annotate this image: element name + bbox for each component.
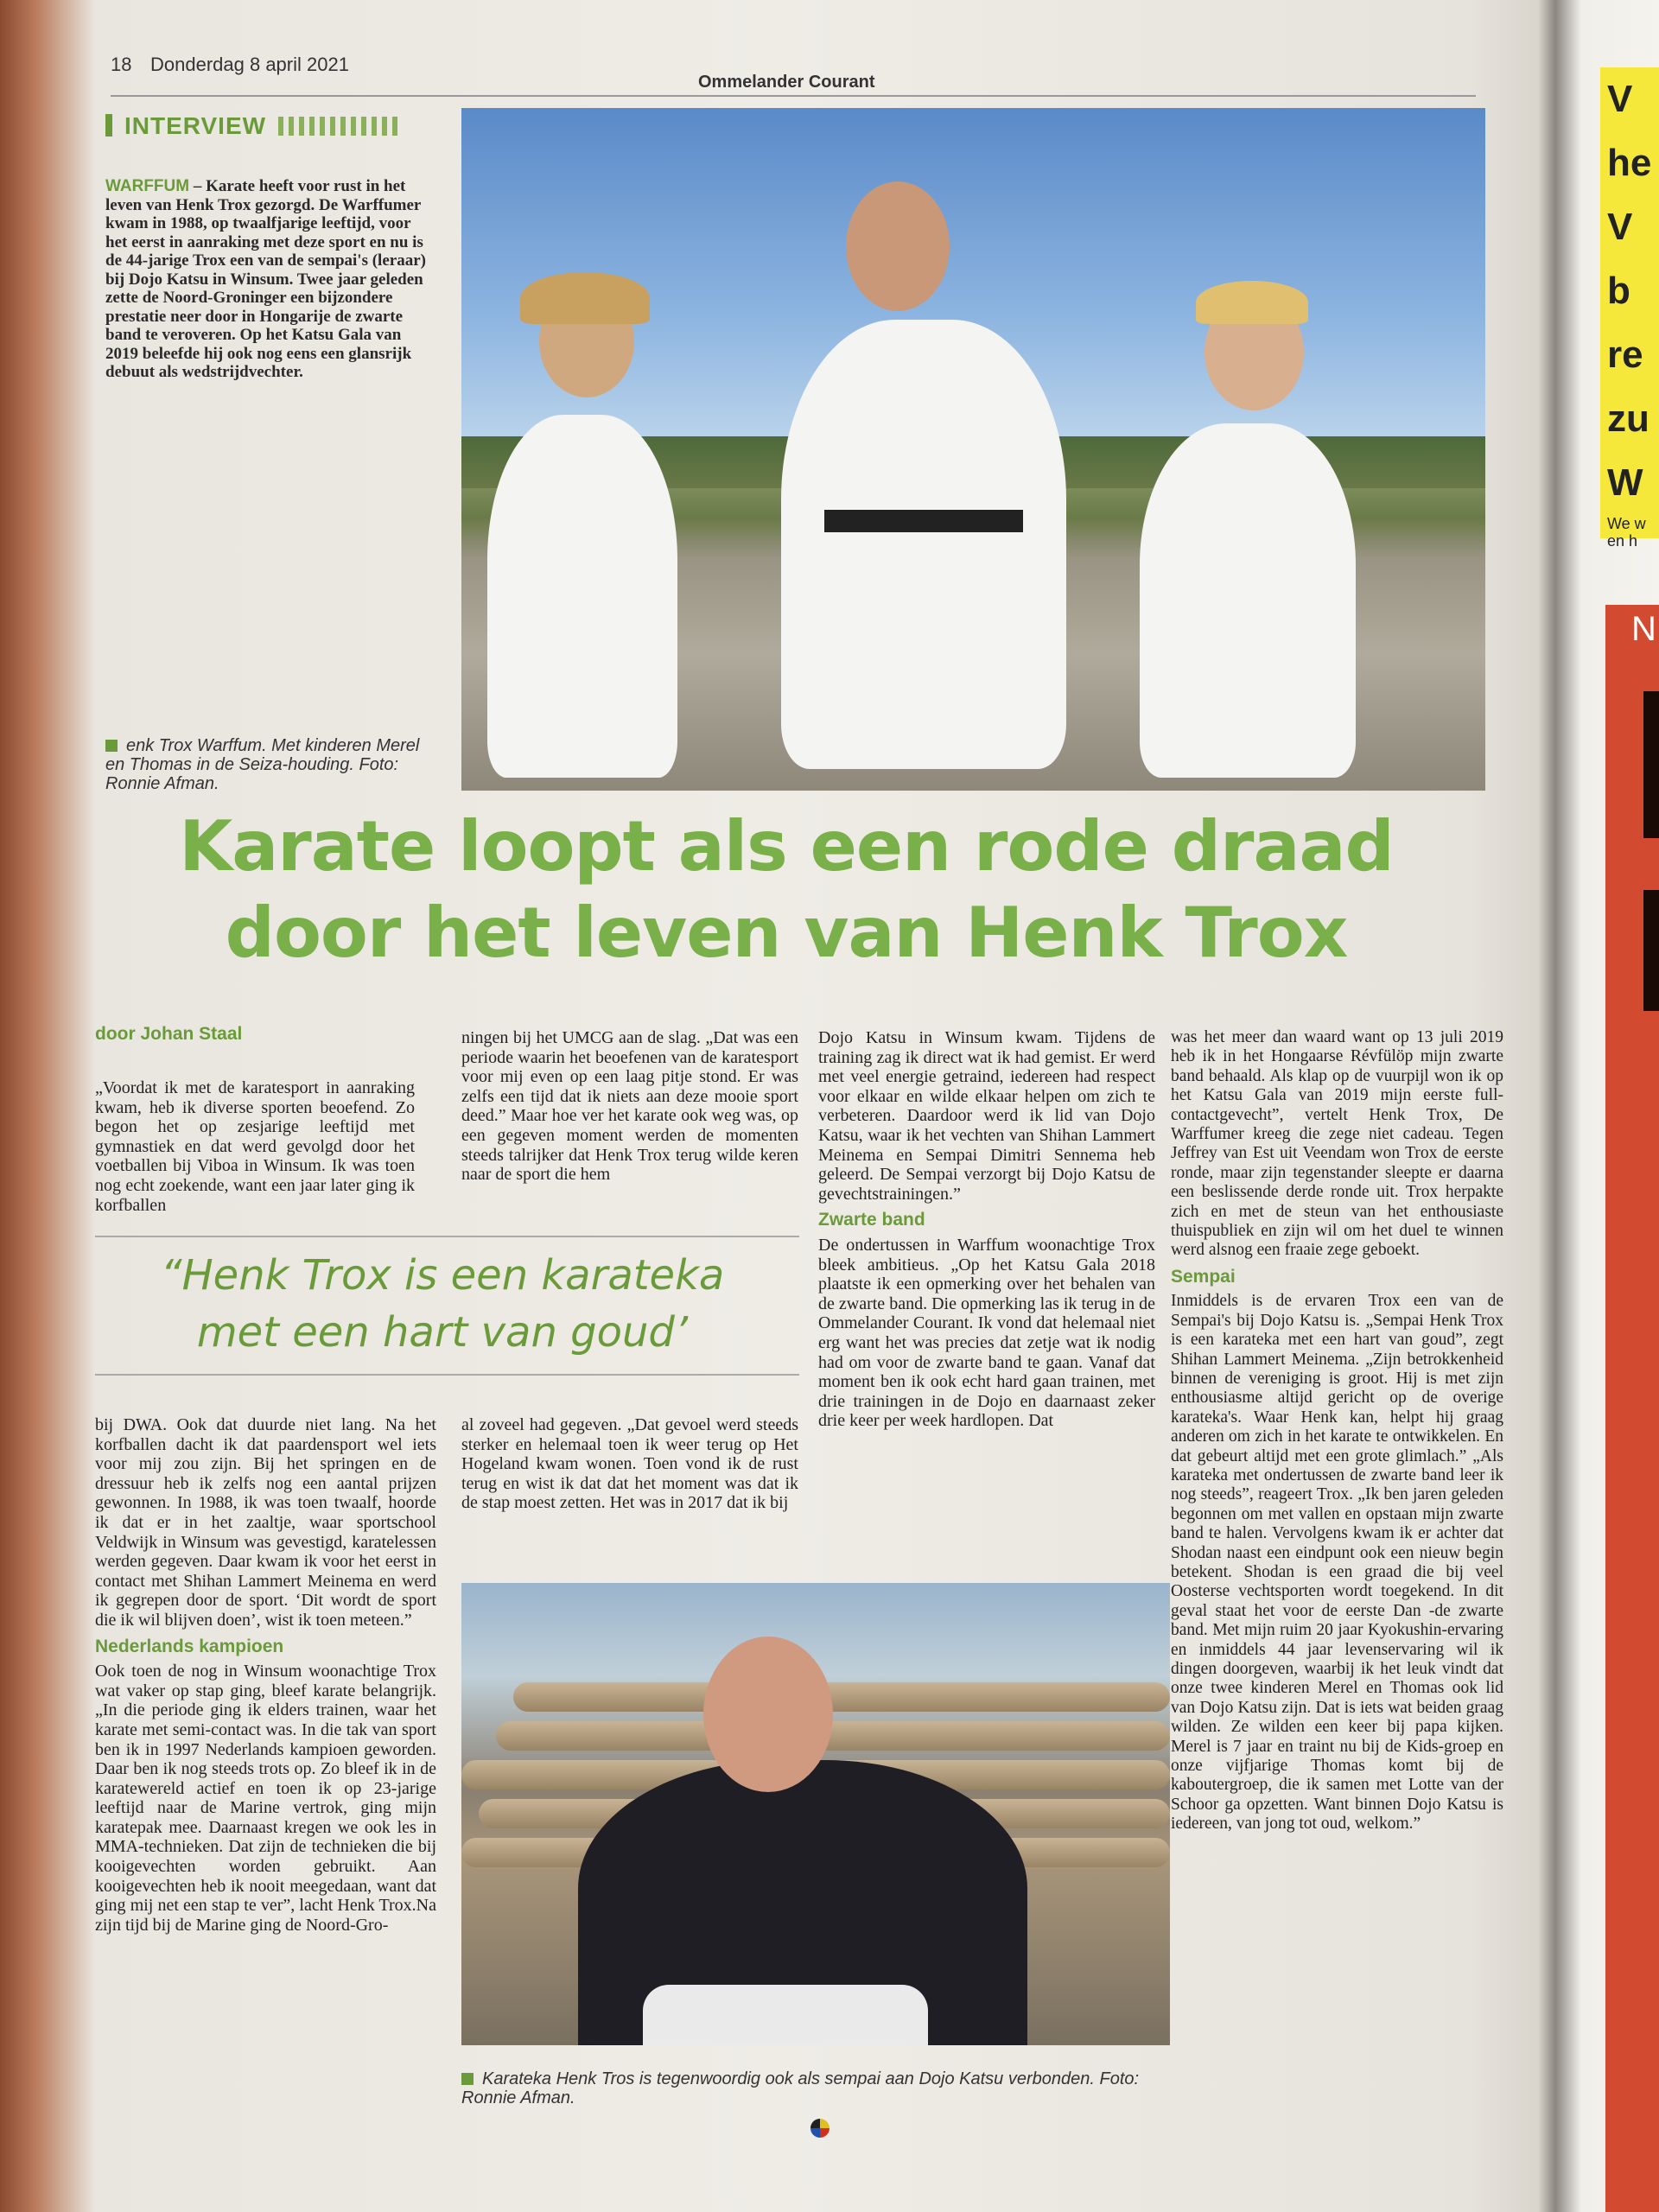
col3-top-text: Dojo Katsu in Winsum kwam. Tijdens de training zag ik direct wat ik had gemist. Er werd met veel energie getraind, iedereen had respect voor elkaar en wilde elkaar helpen om zich te verbeteren. Daardoor werd ik lid van Dojo Katsu, waar ik het vechten van Shihan Lammert Meinema en Sempai Dimitri Sennema heb geleerd. De Sempai verzorgt bij Dojo Katsu de gevechtstrainingen.” <box>818 1028 1155 1204</box>
red-ad-block <box>1643 890 1659 1011</box>
newspaper-name: Ommelander Courant <box>698 73 875 92</box>
photo-log <box>513 1682 1170 1712</box>
photo-girl-hair <box>520 272 650 324</box>
article-headline <box>95 804 1478 976</box>
photo1-caption <box>105 736 434 793</box>
photo-family-seiza <box>461 108 1485 791</box>
column-1-top <box>95 1078 415 1215</box>
ad-letter: W <box>1607 461 1643 504</box>
dateline-city: WARFFUM <box>105 177 190 195</box>
section-bar <box>105 114 112 137</box>
col2-top-text: ningen bij het UMCG aan de slag. „Dat was een periode waarin het beoefenen van de karatesport voor mij even op een laag pitje stond. Er was zelfs een tijd dat ik niets aan deze mooie sport deed.” Maar hoe ver het karate ook weg was, op een gegeven moment werden de momenten steeds talrijker dat Henk Trox terug wilde keren naar de sport die hem <box>461 1028 798 1185</box>
red-ad-block <box>1643 691 1659 838</box>
pull-quote-line-2: met een hart van goud’ <box>196 1308 689 1357</box>
ad-letter: re <box>1607 334 1643 376</box>
headline-line-1: Karate loopt als een rode draad <box>179 806 1394 887</box>
ad-small-text: We w en h <box>1607 515 1646 550</box>
photo2-caption-text: Karateka Henk Tros is tegenwoordig ook als sempai aan Dojo Katsu verbonden. Foto: Ronnie Afman. <box>461 2069 1140 2107</box>
byline: door Johan Staal <box>95 1024 243 1044</box>
photo2-caption <box>461 2069 1170 2107</box>
photo-log <box>496 1721 1170 1751</box>
subhead-nederlands-kampioen: Nederlands kampioen <box>95 1636 284 1656</box>
header-rule <box>111 95 1476 97</box>
ad-letter: zu <box>1607 397 1649 440</box>
adjacent-page-yellow-ad <box>1600 67 1659 550</box>
issue-date: Donderdag 8 april 2021 <box>150 54 349 75</box>
column-3 <box>818 1028 1155 1431</box>
adjacent-page-red-ad <box>1605 605 1659 2212</box>
subhead-sempai: Sempai <box>1171 1266 1236 1287</box>
intro-text: – Karate heeft voor rust in het leven van Henk Trox gezorgd. De Warffumer kwam in 1988, op twaalfjarige leeftijd, voor het eerst in aanraking met deze sport en nu is de 44-jarige Trox een van de sempai's (leraar) bij Dojo Katsu in Winsum. Twee jaar geleden zette de Noord-Groninger een bijzondere prestatie neer door in Hongarije de zwarte band te veroveren. Op het Katsu Gala van 2019 beleefde hij ook nog eens een glansrijk debuut als wedstrijdvechter. <box>105 177 426 381</box>
photo1-caption-text: enk Trox Warffum. Met kinderen Merel en Thomas in de Seiza-houding. Foto: Ronnie Afman. <box>105 736 420 793</box>
ad-letter: V <box>1607 78 1633 120</box>
col2-bottom-text: al zoveel had gegeven. „Dat gevoel werd steeds sterker en helemaal toen ik weer terug op Het Hogeland kwam wonen. Toen vond ik de rust terug en wist ik dat dat het moment was dat ik de stap moest zetten. Het was in 2017 dat ik bij <box>461 1415 798 1513</box>
column-2-bottom <box>461 1415 798 1513</box>
col1-top-text: „Voordat ik met de karatesport in aanraking kwam, heb ik diverse sporten beoefend. Zo begon het op zesjarige leeftijd met gymnastiek en dat werd gevolgd door het voetballen bij Viboa in Winsum. Ik was toen nog echt zoekende, want een jaar later ging ik korfballen <box>95 1078 415 1215</box>
photo-black-belt <box>824 510 1023 532</box>
column-4 <box>1171 1028 1503 1834</box>
col4-after-text: Inmiddels is de ervaren Trox een van de Sempai's bij Dojo Katsu is. „Sempai Henk Trox is een karateka met een hart van goud”, zegt Shihan Lammert Meinema. „Zijn betrokkenheid binnen de vereniging is groot. Hij is met zijn enthousiasme altijd gericht op de overige karateka's. Waar Henk kan, helpt hij graag anderen om zich in het karate te ontwikkelen. En dat gebeurt altijd met een grote glimlach.” „Als karateka met ondertussen de zwarte band leer ik nog steeds”, reageert Trox. „Ik ben jaren geleden begonnen om met vallen en opstaan mijn zwarte band te halen. Vervolgens kwam ik er achter dat Shodan naast een eindpunt ook een nieuw begin betekent. Shodan is een graad die bij veel Oosterse vechtsporten wordt toegekend. In dit geval staat het voor de eerste Dan -de zwarte band. Met mijn ruim 20 jaar Kyokushin-ervaring en inmiddels 44 jaar levenservaring wil ik dingen doorgeven, waarbij ik het leuk vindt dat onze twee kinderen Merel en Thomas ook lid van Dojo Katsu zijn. Dat is iets wat beiden graag wilden. Ze wilden een keer bij papa kijken. Merel is 7 jaar en traint nu bij de Kids-groep en onze vijfjarige Thomas komt bij de kaboutergroep, die ik samen met Lotte van der Schoor ga opzetten. Want binnen Dojo Katsu is iedereen, van jong tot oud, welkom.” <box>1171 1292 1503 1834</box>
photo-man-head <box>846 181 950 311</box>
photo-henk-logs <box>461 1583 1170 2045</box>
intro-paragraph <box>105 177 434 382</box>
red-ad-letter: N <box>1631 610 1656 648</box>
photo-man <box>781 320 1066 769</box>
photo-gi-pants <box>643 1985 928 2045</box>
photo-girl <box>487 415 677 778</box>
photo-boy-hair <box>1196 281 1308 324</box>
photo-boy <box>1140 423 1356 778</box>
quote-rule-top <box>95 1236 799 1237</box>
registration-mark <box>810 2119 830 2138</box>
column-1-bottom <box>95 1415 436 1935</box>
headline-line-2: door het leven van Henk Trox <box>225 893 1348 973</box>
caption-marker <box>105 740 118 752</box>
column-2-top <box>461 1028 798 1185</box>
col4-top-text: was het meer dan waard want op 13 juli 2019 heb ik in het Hongaarse Révfülöp mijn zwarte band behaald. Als klap op de vuurpijl won ik op het Katsu Gala van 2019 mijn eerste full-contactgevecht”, vertelt Henk Trox, De Warffumer kreeg die zege niet cadeau. Tegen Jeffrey van Est uit Veendam won Trox de eerste ronde, maar zijn tegenstander sleepte er daarna een beslissende derde ronde uit. Trox herpakte zich en met de steun van het enthousiaste thuispubliek en zijn wil om het duel te winnen werd alsnog een fraaie zege geboekt. <box>1171 1028 1503 1260</box>
section-label <box>105 112 399 140</box>
subhead-zwarte-band: Zwarte band <box>818 1210 925 1230</box>
pull-quote-line-1: “Henk Trox is een karateka <box>160 1251 725 1300</box>
page-header <box>111 54 1476 92</box>
caption-marker <box>461 2073 474 2085</box>
ad-letter: b <box>1607 270 1630 312</box>
section-dashes <box>278 117 399 136</box>
ad-letter: V <box>1607 206 1633 248</box>
col1-bottom-text: bij DWA. Ook dat duurde niet lang. Na het korfballen dacht ik dat paardensport wel iets voor mij zou zijn. Bij het springen en de dressuur heb ik zelfs nog een aantal prijzen gewonnen. In 1988, ik was toen twaalf, hoorde ik dat er in het zaaltje, waar sportschool Veldwijk in Winsum was gevestigd, karatelessen werden gegeven. Daar kwam ik voor het eerst in contact met Shihan Lammert Meinema en werd ik gegrepen door de sport. ‘Dit wordt de sport die ik wil blijven doen’, wist ik toen meteen.” <box>95 1415 436 1630</box>
section-text: INTERVIEW <box>124 112 267 139</box>
photo-henk-head <box>703 1637 833 1792</box>
col1-after-text: Ook toen de nog in Winsum woonachtige Trox wat vaker op stap ging, bleef karate belangrijk. „In die periode ging ik elders trainen, waar het karate met semi-contact was. In die tak van sport ben ik in 1997 Nederlands kampioen geworden. Daar ben ik nog steeds trots op. Zo bleef ik in de karatewereld actief en toen ik op 23-jarige leeftijd naar de Marine vertrok, ging mijn karatepak mee. Daarnaast kregen we ook les in MMA-technieken. Dat zijn de technieken die bij kooigevechten worden gebruikt. Aan kooigevechten heb ik nooit meegedaan, want dat ging mij net een stap te ver”, lacht Henk Trox.Na zijn tijd bij de Marine ging de Noord-Gro- <box>95 1662 436 1935</box>
ad-letter: he <box>1607 142 1652 184</box>
quote-rule-bottom <box>95 1374 799 1376</box>
pull-quote <box>97 1247 788 1361</box>
col3-after-text: De ondertussen in Warffum woonachtige Trox bleek ambitieus. „Op het Katsu Gala 2018 plaatste ik een opmerking over het behalen van de zwarte band. Die opmerking las ik terug in de Ommelander Courant. Ik vond dat helemaal niet erg want het was precies dat zetje wat ik nodig had om voor de zwarte band te gaan. Vanaf dat moment ben ik ook echt hard gaan trainen, met drie trainingen in de Dojo en daarnaast zeker drie keer per week hardlopen. Dat <box>818 1235 1155 1431</box>
page-number: 18 <box>111 54 132 75</box>
